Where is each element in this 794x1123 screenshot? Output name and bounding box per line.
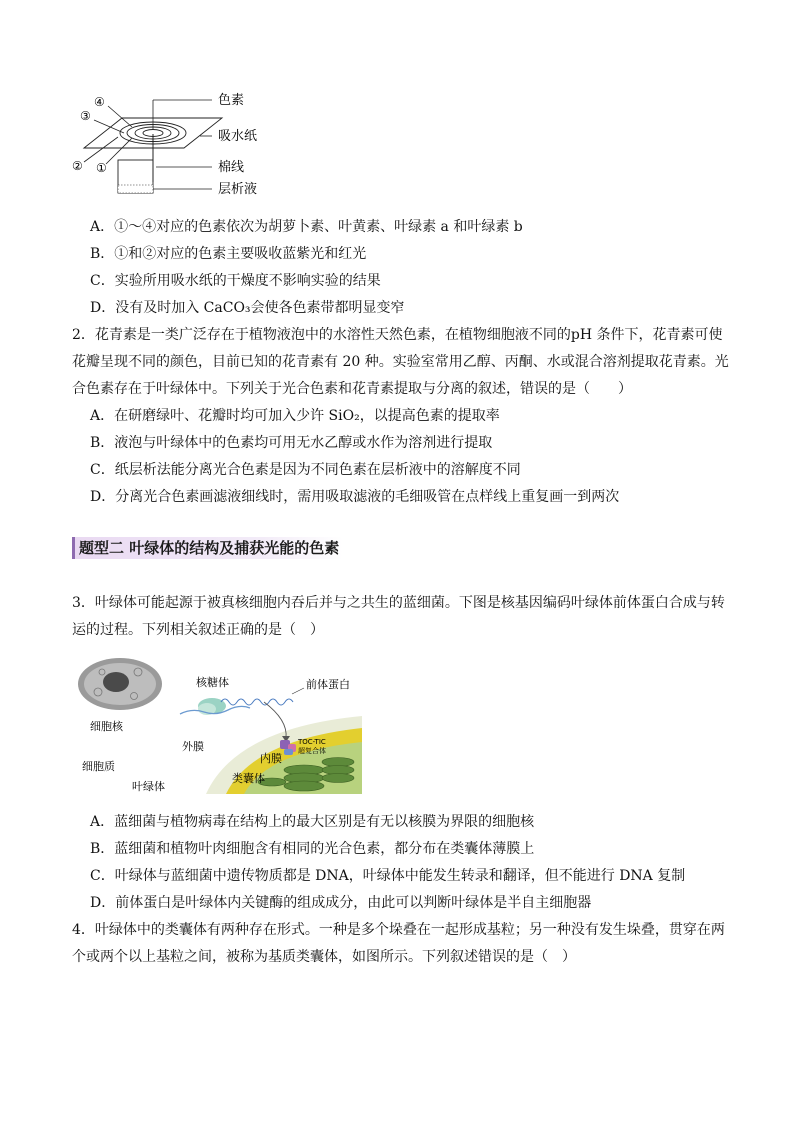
solvent-liquid: [118, 185, 153, 193]
label-cytoplasm: 细胞质: [82, 760, 115, 773]
label-outer-membrane: 外膜: [182, 740, 204, 753]
q4-stem-line-2: 个或两个以上基粒之间，被称为基质类囊体，如图所示。下列叙述错误的是（ ）: [72, 949, 576, 965]
nucleolus: [103, 672, 129, 692]
q2-option-d: D．分离光合色素画滤液细线时，需用吸取滤液的毛细吸管在点样线上重复画一到两次: [90, 489, 620, 505]
label-absorbent-paper: 吸水纸: [218, 129, 258, 144]
q2-stem-line-3: 合色素存在于叶绿体中。下列关于光合色素和花青素提取与分离的叙述，错误的是（ ）: [72, 381, 632, 397]
q1-option-a: A．①～④对应的色素依次为胡萝卜素、叶黄素、叶绿素 a 和叶绿素 b: [90, 219, 523, 235]
label-toc-tic: TOC-TIC: [298, 738, 326, 746]
q2-option-c: C．纸层析法能分离光合色素是因为不同色素在层析液中的溶解度不同: [90, 462, 521, 478]
label-supercomplex: 超复合体: [298, 747, 326, 755]
label-precursor-protein: 前体蛋白: [306, 678, 350, 691]
label-thylakoid: 类囊体: [232, 772, 265, 785]
label-chloroplast: 叶绿体: [132, 780, 165, 793]
q1-option-c: C．实验所用吸水纸的干燥度不影响实验的结果: [90, 273, 381, 289]
section-heading-text: 题型二 叶绿体的结构及捕获光能的色素: [72, 537, 343, 559]
mark-4: ④: [94, 95, 105, 109]
q1-option-d: D．没有及时加入 CaCO₃会使各色素带都明显变窄: [90, 300, 405, 316]
precursor-protein-strand: [221, 699, 293, 705]
q4-stem-line-1: 4．叶绿体中的类囊体有两种存在形式。一种是多个垛叠在一起形成基粒；另一种没有发生垛叠，贯穿在两: [72, 922, 725, 938]
q2-option-b: B．液泡与叶绿体中的色素均可用无水乙醇或水作为溶剂进行提取: [90, 435, 493, 451]
q3-option-a: A．蓝细菌与植物病毒在结构上的最大区别是有无以核膜为界限的细胞核: [90, 814, 535, 830]
mark-2: ②: [72, 159, 83, 173]
chloroplast-import-figure: [76, 658, 362, 794]
label-nucleus: 细胞核: [90, 720, 123, 733]
label-pigment: 色素: [218, 93, 245, 108]
section-heading: [72, 534, 722, 562]
q3-stem-line-2: 运的过程。下列相关叙述正确的是（ ）: [72, 622, 324, 638]
q3-option-d: D．前体蛋白是叶绿体内关键酶的组成成分，由此可以判断叶绿体是半自主细胞器: [90, 895, 592, 911]
label-ribosome: 核糖体: [196, 676, 229, 689]
chromatography-figure: [72, 90, 292, 208]
q2-stem-line-2: 花瓣呈现不同的颜色，目前已知的花青素有 20 种。实验室常用乙醇、丙酮、水或混合溶剂提取花青素。光: [72, 354, 729, 370]
q2-stem-line-1: 2．花青素是一类广泛存在于植物液泡中的水溶性天然色素，在植物细胞液不同的pH 条件下，花青素可使: [72, 327, 723, 343]
q3-stem-line-1: 3．叶绿体可能起源于被真核细胞内吞后并与之共生的蓝细菌。下图是核基因编码叶绿体前体蛋白合成与转: [72, 595, 725, 611]
mark-3: ③: [80, 109, 91, 123]
q3-option-c: C．叶绿体与蓝细菌中遗传物质都是 DNA，叶绿体中能发生转录和翻译，但不能进行 DNA 复制: [90, 868, 686, 884]
q1-option-b: B．①和②对应的色素主要吸收蓝紫光和红光: [90, 246, 367, 262]
label-cotton-thread: 棉线: [218, 160, 245, 175]
label-chromatography-solvent: 层析液: [218, 182, 258, 197]
q2-option-a: A．在研磨绿叶、花瓣时均可加入少许 SiO₂，以提高色素的提取率: [90, 408, 500, 424]
mark-1: ①: [96, 161, 107, 175]
q3-option-b: B．蓝细菌和植物叶肉细胞含有相同的光合色素，都分布在类囊体薄膜上: [90, 841, 535, 857]
label-inner-membrane: 内膜: [260, 752, 282, 765]
